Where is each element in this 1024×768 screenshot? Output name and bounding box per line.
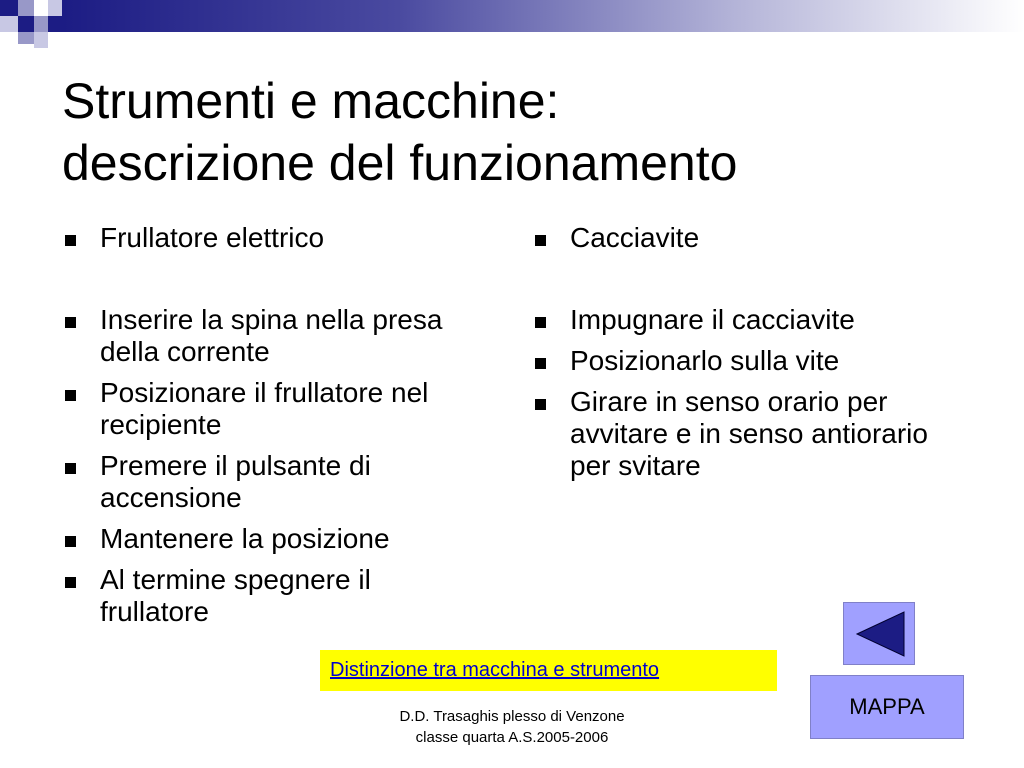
square-bullet-icon xyxy=(535,235,546,246)
list-item xyxy=(532,386,972,482)
link-highlight-box xyxy=(320,650,777,691)
list-item-text: Mantenere la posizione xyxy=(100,523,390,554)
list-item xyxy=(62,222,482,254)
back-button[interactable] xyxy=(843,602,915,665)
list-item xyxy=(532,345,972,377)
square-bullet-icon xyxy=(65,390,76,401)
list-item xyxy=(62,523,482,555)
slide-title-line-1: Strumenti e macchine: xyxy=(62,73,560,129)
square-bullet-icon xyxy=(65,235,76,246)
mappa-button[interactable]: MAPPA xyxy=(810,675,964,739)
list-item-text: Premere il pulsante di accensione xyxy=(100,450,371,513)
footer-line-2: classe quarta A.S.2005-2006 xyxy=(415,729,609,746)
square-bullet-icon xyxy=(65,463,76,474)
list-item-text: Inserire la spina nella presa della corrente xyxy=(100,304,443,367)
list-item-text: Al termine spegnere il frullatore xyxy=(100,564,371,627)
list-item-text: Frullatore elettrico xyxy=(100,222,325,253)
square-bullet-icon xyxy=(535,317,546,328)
list-item xyxy=(62,304,482,368)
list-item-text: Girare in senso orario per avvitare e in senso antiorario per svitare xyxy=(570,386,928,481)
list-item xyxy=(62,377,482,441)
distinzione-link[interactable]: Distinzione tra macchina e strumento xyxy=(330,659,660,681)
header-decoration xyxy=(0,0,1024,48)
slide-footer xyxy=(362,706,662,748)
square-bullet-icon xyxy=(535,399,546,410)
left-bullet-list xyxy=(62,222,482,637)
square-bullet-icon xyxy=(535,358,546,369)
footer-line-1: D.D. Trasaghis plesso di Venzone xyxy=(399,708,625,725)
list-item xyxy=(62,450,482,514)
slide-title-line-2: descrizione del funzionamento xyxy=(62,135,738,191)
right-bullet-list xyxy=(532,222,972,491)
list-item-text: Posizionare il frullatore nel recipiente xyxy=(100,377,429,440)
back-arrow-icon xyxy=(844,603,914,664)
slide-title xyxy=(62,70,962,194)
list-item xyxy=(532,304,972,336)
list-item-text: Impugnare il cacciavite xyxy=(570,304,855,335)
list-item xyxy=(532,222,972,254)
square-bullet-icon xyxy=(65,317,76,328)
list-item-text: Posizionarlo sulla vite xyxy=(570,345,840,376)
list-item-text: Cacciavite xyxy=(570,222,700,253)
square-bullet-icon xyxy=(65,536,76,547)
list-item xyxy=(62,564,482,628)
square-bullet-icon xyxy=(65,577,76,588)
header-gradient-band xyxy=(0,0,1024,48)
